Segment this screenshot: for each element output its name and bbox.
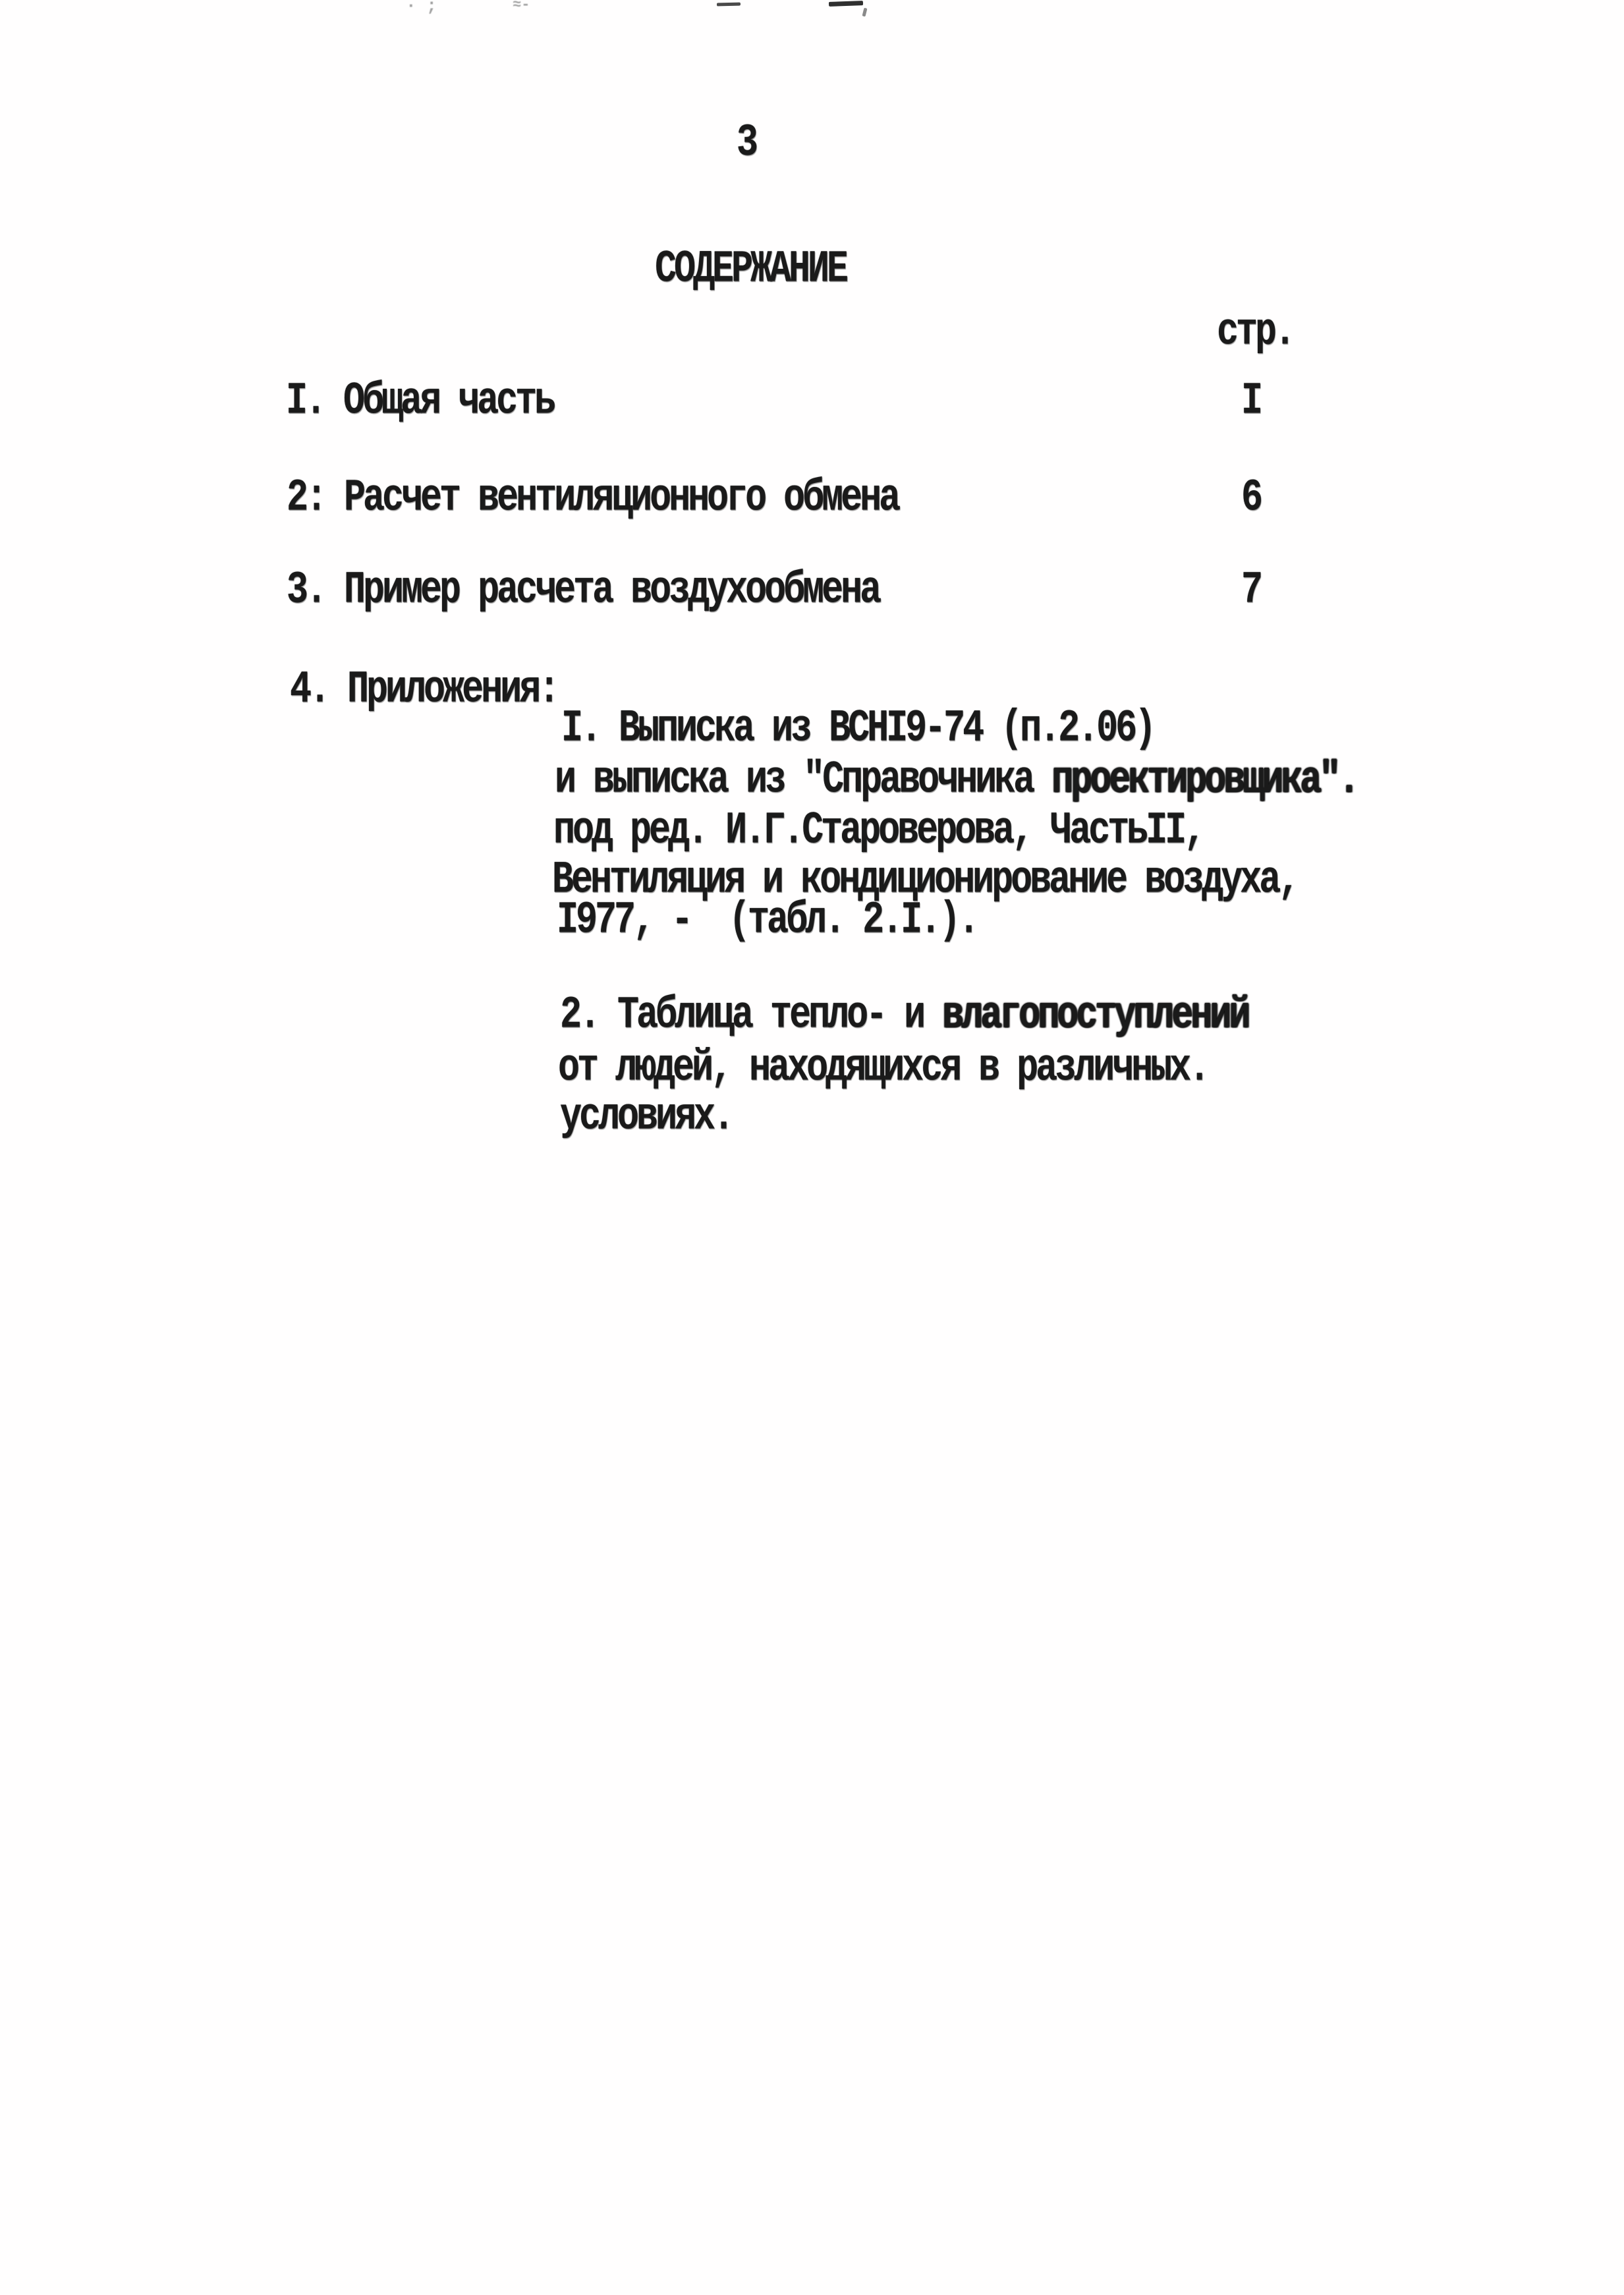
toc-item-label: Общая часть [343, 375, 554, 427]
toc-item-page: 7 [1241, 564, 1261, 616]
appendix-2-line: от людей, находящихся в различных. [558, 1042, 1208, 1094]
appendix-1-line: и выписка из "Справочника проектировщика". [555, 754, 1358, 806]
toc-row [290, 664, 558, 716]
toc-item-label: Приложения: [347, 664, 558, 716]
scan-artifact: · ; [406, 0, 437, 16]
appendix-1-line: Вентиляция и кондиционирование воздуха, [552, 854, 1298, 906]
toc-item-page: 6 [1241, 472, 1261, 524]
toc-row [287, 472, 899, 524]
page-number: 3 [737, 117, 756, 169]
toc-row [286, 375, 554, 427]
toc-item-number: 2: [287, 472, 325, 524]
appendix-2-line: 2. Таблица тепло- и влагопоступлений [560, 989, 1248, 1041]
toc-item-label: Расчет вентиляционного обмена [344, 472, 899, 524]
toc-row [287, 564, 880, 616]
appendix-1-line: I. Выписка из ВСНI9-74 (п.2.06) [561, 702, 1154, 754]
scan-artifact [717, 3, 741, 7]
scan-artifact [829, 1, 863, 7]
appendix-2-line: условиях. [560, 1091, 733, 1143]
appendix-1-line: I977, - (табл. 2.I.). [557, 894, 978, 946]
toc-item-number: I. [286, 375, 325, 427]
toc-item-number: 3. [287, 564, 325, 616]
appendix-1-line: под ред. И.Г.Староверова, ЧастьII, [553, 805, 1204, 857]
toc-item-label: Пример расчета воздухообмена [344, 564, 880, 616]
toc-title: СОДЕРЖАНИЕ [655, 243, 847, 295]
toc-item-number: 4. [290, 664, 329, 716]
page-column-header: стр. [1217, 306, 1294, 358]
scan-artifact: ≈- [513, 0, 530, 13]
toc-item-page: I [1241, 375, 1261, 427]
scan-artifact [862, 8, 868, 17]
